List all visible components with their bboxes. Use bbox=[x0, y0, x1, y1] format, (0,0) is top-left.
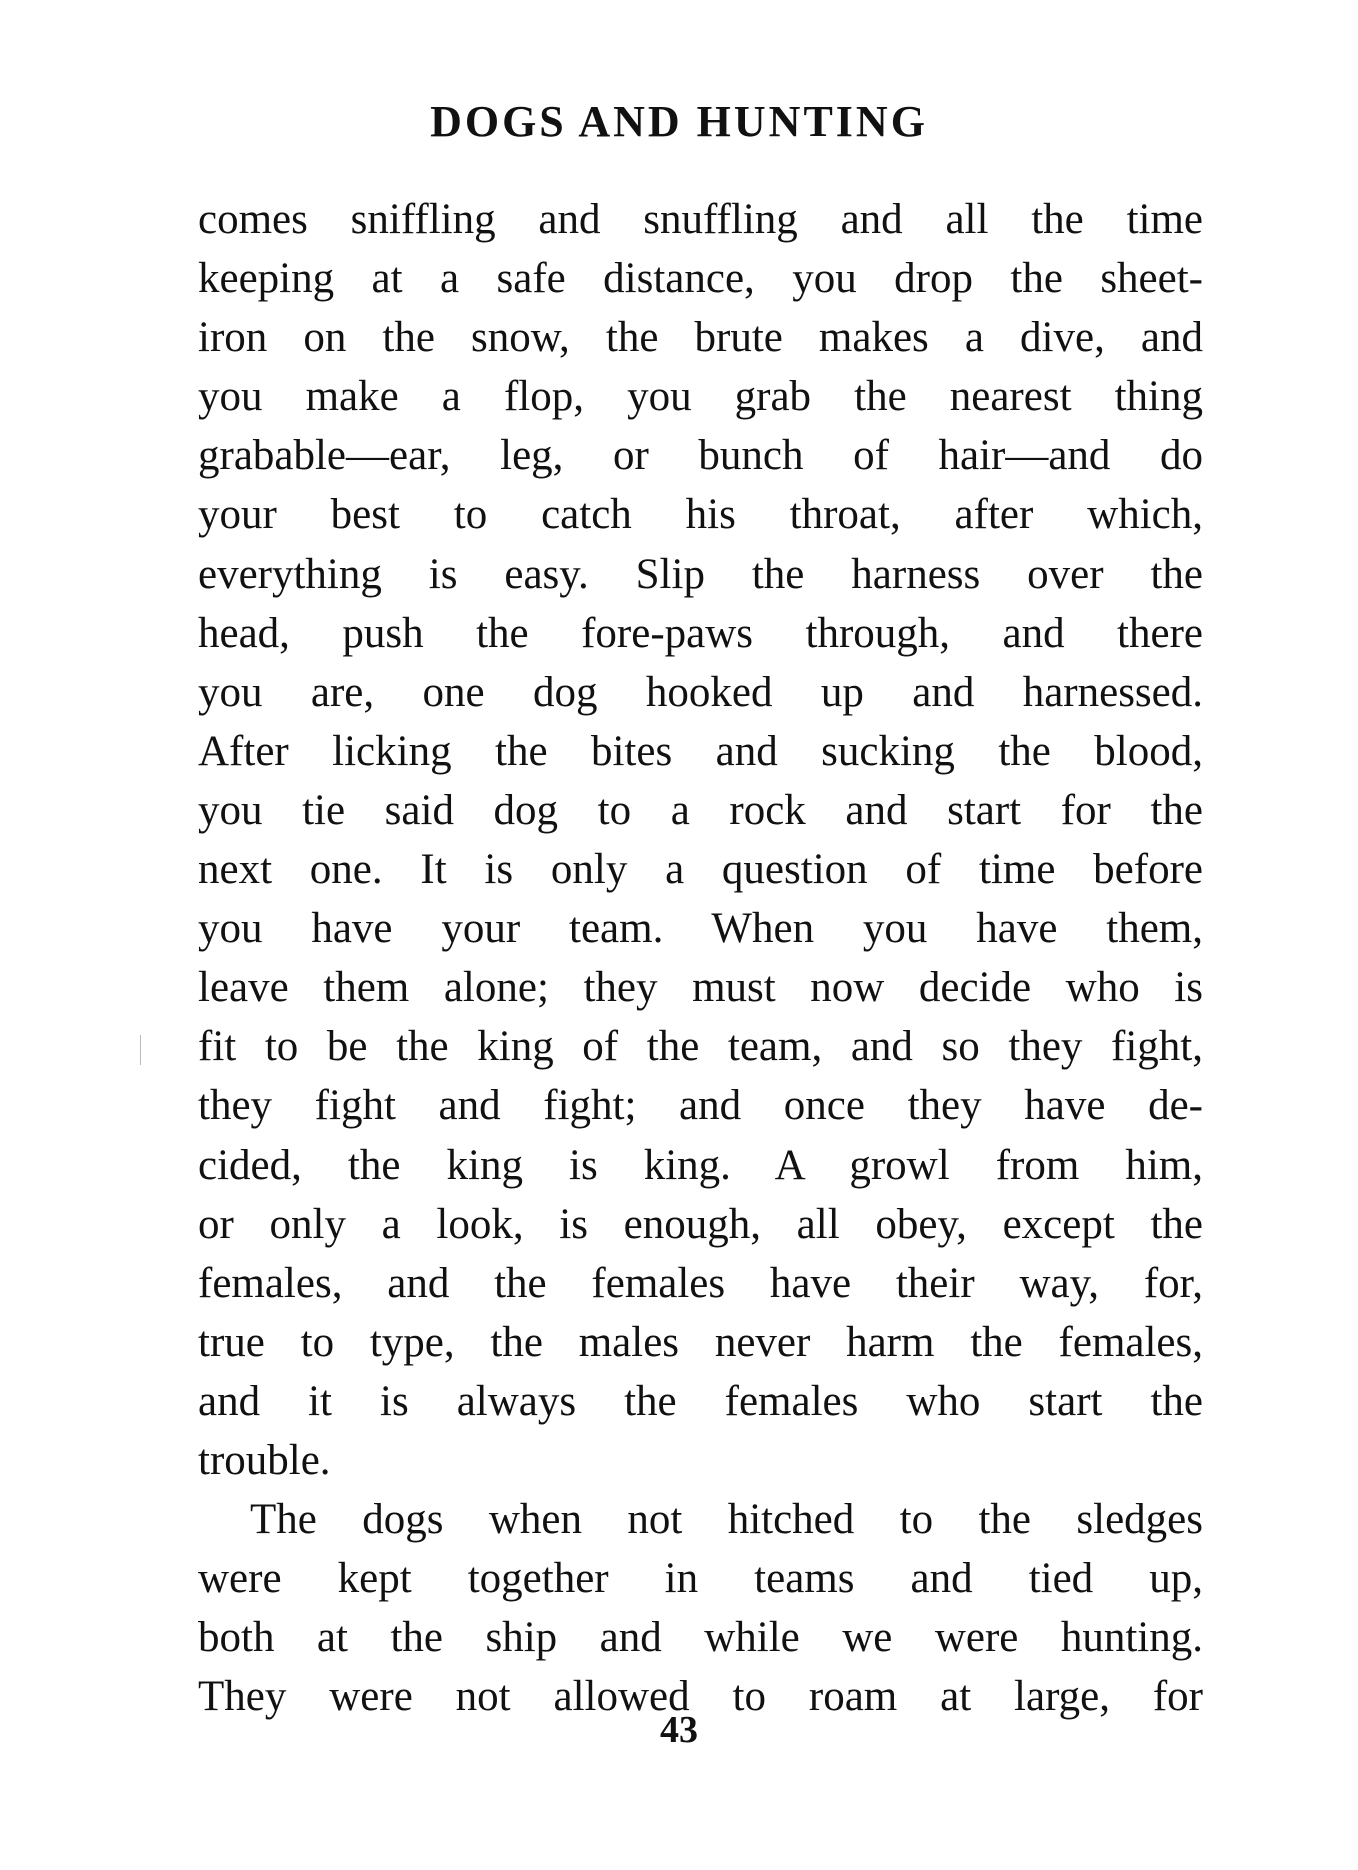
text-line: or only a look, is enough, all obey, except the bbox=[198, 1200, 1203, 1248]
text-line: grabable—ear, leg, or bunch of hair—and do bbox=[198, 432, 1203, 480]
text-line: true to type, the males never harm the females, bbox=[198, 1318, 1203, 1366]
text-line: females, and the females have their way, for, bbox=[198, 1259, 1203, 1307]
text-line: were kept together in teams and tied up, bbox=[198, 1555, 1203, 1603]
text-line: cided, the king is king. A growl from him, bbox=[198, 1141, 1203, 1189]
paragraph-1 bbox=[198, 190, 1203, 1490]
text-line: and it is always the females who start the bbox=[198, 1377, 1203, 1425]
text-line: keeping at a safe distance, you drop the sheet- bbox=[198, 255, 1203, 303]
text-line: leave them alone; they must now decide who is bbox=[198, 964, 1203, 1012]
text-line: your best to catch his throat, after which, bbox=[198, 491, 1203, 539]
text-line: They were not allowed to roam at large, for bbox=[198, 1673, 1203, 1721]
text-line: iron on the snow, the brute makes a dive, and bbox=[198, 314, 1203, 362]
text-line: head, push the fore-paws through, and there bbox=[198, 609, 1203, 657]
text-line: next one. It is only a question of time before bbox=[198, 846, 1203, 894]
text-line: The dogs when not hitched to the sledges bbox=[250, 1496, 1203, 1544]
text-line: both at the ship and while we were hunting. bbox=[198, 1614, 1203, 1662]
text-line: everything is easy. Slip the harness over the bbox=[198, 550, 1203, 598]
margin-speck bbox=[140, 1035, 141, 1065]
text-line: you are, one dog hooked up and harnessed. bbox=[198, 668, 1203, 716]
body-text bbox=[198, 190, 1203, 1726]
page-number: 43 bbox=[660, 1709, 698, 1751]
text-line: fit to be the king of the team, and so they fight, bbox=[198, 1023, 1203, 1071]
text-line: you have your team. When you have them, bbox=[198, 905, 1203, 953]
text-line: you make a flop, you grab the nearest thing bbox=[198, 373, 1203, 421]
text-line: comes sniffling and snuffling and all the time bbox=[198, 196, 1203, 243]
text-line: they fight and fight; and once they have de- bbox=[198, 1082, 1203, 1130]
paragraph-2 bbox=[198, 1490, 1203, 1726]
text-line: trouble. bbox=[198, 1436, 331, 1484]
running-title: DOGS AND HUNTING bbox=[430, 97, 928, 146]
text-line: you tie said dog to a rock and start for the bbox=[198, 786, 1203, 834]
text-line: After licking the bites and sucking the blood, bbox=[198, 727, 1203, 775]
